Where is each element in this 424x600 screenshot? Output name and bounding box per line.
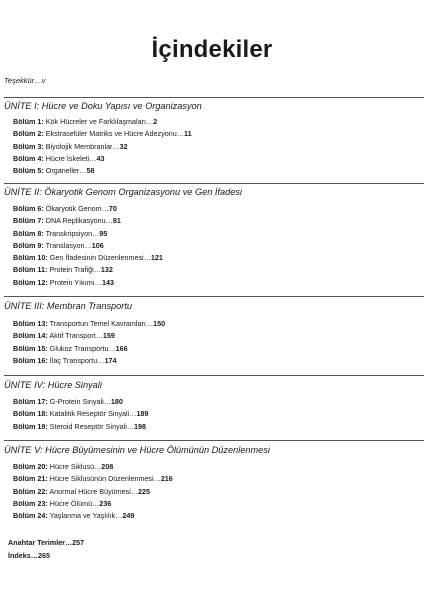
page-number: 180: [110, 397, 123, 406]
unit-divider: [4, 296, 424, 297]
chapter-name: Protein Trafiği…: [49, 265, 101, 275]
chapter-number: Bölüm 10:: [13, 253, 48, 263]
chapter-name: Aktif Transport…: [49, 331, 103, 341]
chapter-entry[interactable]: [13, 228, 163, 240]
chapter-entry[interactable]: [13, 408, 148, 420]
back-matter-name: İndeks…: [8, 550, 38, 560]
chapter-number: Bölüm 19:: [13, 421, 48, 431]
chapter-name: Hücre Ölümü…: [49, 498, 100, 508]
page-number: 225: [138, 486, 151, 496]
chapter-entry[interactable]: [13, 355, 165, 367]
page-number: 208: [101, 462, 114, 471]
chapter-number: Bölüm 1:: [13, 117, 44, 126]
chapter-entry[interactable]: [13, 421, 148, 433]
chapter-number: Bölüm 3:: [13, 141, 44, 151]
chapter-list: [13, 203, 163, 289]
page-number: 11: [183, 129, 192, 139]
page-number: 216: [160, 474, 173, 484]
chapter-number: Bölüm 7:: [13, 216, 44, 226]
chapter-number: Bölüm 16:: [13, 355, 48, 365]
page-title: İçindekiler: [151, 36, 273, 63]
chapter-entry[interactable]: [13, 461, 173, 473]
chapter-entry[interactable]: [13, 486, 173, 498]
page-number: 70: [108, 204, 117, 213]
chapter-entry[interactable]: [13, 318, 165, 330]
chapter-entry[interactable]: [13, 116, 192, 128]
chapter-number: Bölüm 4:: [13, 153, 44, 163]
page-number: 249: [122, 511, 135, 521]
unit-divider: [4, 375, 424, 376]
chapter-number: Bölüm 20:: [13, 462, 48, 471]
back-matter-name: Anahtar Terimler…: [8, 538, 73, 547]
chapter-list: [13, 396, 148, 433]
page-number: 236: [99, 498, 112, 508]
chapter-number: Bölüm 6:: [13, 204, 44, 213]
chapter-entry[interactable]: [13, 203, 163, 215]
acknowledgements-entry[interactable]: Teşekkür…v: [4, 76, 46, 85]
back-matter-entry[interactable]: [8, 537, 84, 550]
chapter-number: Bölüm 8:: [13, 228, 44, 238]
page-number: 159: [102, 331, 115, 341]
chapter-number: Bölüm 2:: [13, 129, 44, 139]
page-number: 132: [100, 265, 113, 275]
chapter-entry[interactable]: [13, 141, 192, 153]
page-number: 166: [115, 343, 128, 353]
unit-title: ÜNİTE I: Hücre ve Doku Yapısı ve Organizasyon: [4, 101, 202, 111]
page-number: 43: [96, 153, 105, 163]
chapter-entry[interactable]: [13, 473, 173, 485]
chapter-name: Katalitik Reseptör Sinyali…: [49, 409, 137, 419]
chapter-number: Bölüm 17:: [13, 397, 48, 406]
chapter-entry[interactable]: [13, 264, 163, 276]
chapter-entry[interactable]: [13, 153, 192, 165]
chapter-name: Hücre İskeleti…: [45, 153, 97, 163]
page-number: 174: [104, 355, 117, 365]
chapter-name: Yaşlanma ve Yaşlılık…: [49, 511, 123, 521]
page-number: 143: [101, 277, 114, 287]
chapter-list: [13, 116, 192, 177]
page-number: 32: [119, 141, 128, 151]
chapter-name: Gen İfadesinin Düzenlenmesi…: [49, 253, 151, 263]
page-number: 2: [153, 117, 158, 126]
unit-title: ÜNİTE IV: Hücre Sinyali: [4, 380, 102, 390]
chapter-list: [13, 461, 173, 522]
chapter-number: Bölüm 13:: [13, 319, 48, 328]
chapter-name: Biyolojik Membranlar…: [45, 141, 120, 151]
page-number: 189: [136, 409, 149, 419]
chapter-entry[interactable]: [13, 510, 173, 522]
chapter-name: Glukoz Transportu…: [49, 343, 116, 353]
chapter-number: Bölüm 14:: [13, 331, 48, 341]
chapter-entry[interactable]: [13, 343, 165, 355]
chapter-number: Bölüm 22:: [13, 486, 48, 496]
chapter-number: Bölüm 11:: [13, 265, 48, 275]
chapter-name: Hücre Siklusü…: [49, 462, 102, 471]
chapter-entry[interactable]: [13, 498, 173, 510]
page-number: 106: [91, 240, 104, 250]
back-matter-entry[interactable]: [8, 550, 84, 563]
chapter-number: Bölüm 21:: [13, 474, 48, 484]
chapter-name: İlaç Transportu…: [49, 355, 105, 365]
unit-divider: [4, 97, 424, 98]
chapter-name: Protein Yıkımı…: [49, 277, 102, 287]
chapter-entry[interactable]: [13, 277, 163, 289]
chapter-number: Bölüm 12:: [13, 277, 48, 287]
unit-divider: [4, 440, 424, 441]
chapter-entry[interactable]: [13, 215, 163, 227]
chapter-number: Bölüm 18:: [13, 409, 48, 419]
chapter-name: Translasyon…: [45, 240, 92, 250]
chapter-name: Steroid Reseptör Sinyali…: [49, 421, 135, 431]
chapter-name: Ekstraselüler Matriks ve Hücre Adezyonu…: [45, 129, 184, 139]
chapter-entry[interactable]: [13, 128, 192, 140]
page-number: 150: [153, 319, 166, 328]
chapter-entry[interactable]: [13, 165, 192, 177]
chapter-entry[interactable]: [13, 252, 163, 264]
chapter-name: Kök Hücreler ve Farklılaşmaları…: [45, 117, 154, 126]
chapter-name: Transkripsiyon…: [45, 228, 100, 238]
page-number: 257: [72, 538, 85, 547]
page-number: 265: [37, 550, 50, 560]
chapter-name: Transportun Temel Kavramları…: [49, 319, 154, 328]
chapter-list: [13, 318, 165, 367]
chapter-name: DNA Replikasyonu…: [45, 216, 113, 226]
unit-title: ÜNİTE V: Hücre Büyümesinin ve Hücre Ölümünün Düzenlenmesi: [4, 445, 270, 455]
page-number: 95: [99, 228, 108, 238]
unit-divider: [4, 183, 424, 184]
chapter-number: Bölüm 24:: [13, 511, 48, 521]
unit-title: ÜNİTE III: Membran Transportu: [4, 301, 132, 311]
chapter-number: Bölüm 15:: [13, 343, 48, 353]
chapter-number: Bölüm 9:: [13, 240, 44, 250]
chapter-name: Anormal Hücre Büyümesi…: [49, 486, 139, 496]
page-number: 198: [134, 421, 147, 431]
chapter-entry[interactable]: [13, 240, 163, 252]
chapter-name: G-Protein Sinyali…: [49, 397, 111, 406]
chapter-number: Bölüm 23:: [13, 498, 48, 508]
chapter-name: Ökaryotik Genom…: [45, 204, 109, 213]
page-number: 58: [86, 166, 95, 176]
page-number: 121: [150, 253, 163, 263]
chapter-name: Organeller…: [45, 166, 87, 176]
chapter-number: Bölüm 5:: [13, 166, 44, 176]
back-matter-list: [8, 537, 84, 562]
page-number: 81: [112, 216, 121, 226]
unit-title: ÜNİTE II: Ökaryotik Genom Organizasyonu ve Gen İfadesi: [4, 187, 242, 197]
chapter-name: Hücre Siklusünün Düzenlenmesi…: [49, 474, 161, 484]
chapter-entry[interactable]: [13, 396, 148, 408]
chapter-entry[interactable]: [13, 330, 165, 342]
